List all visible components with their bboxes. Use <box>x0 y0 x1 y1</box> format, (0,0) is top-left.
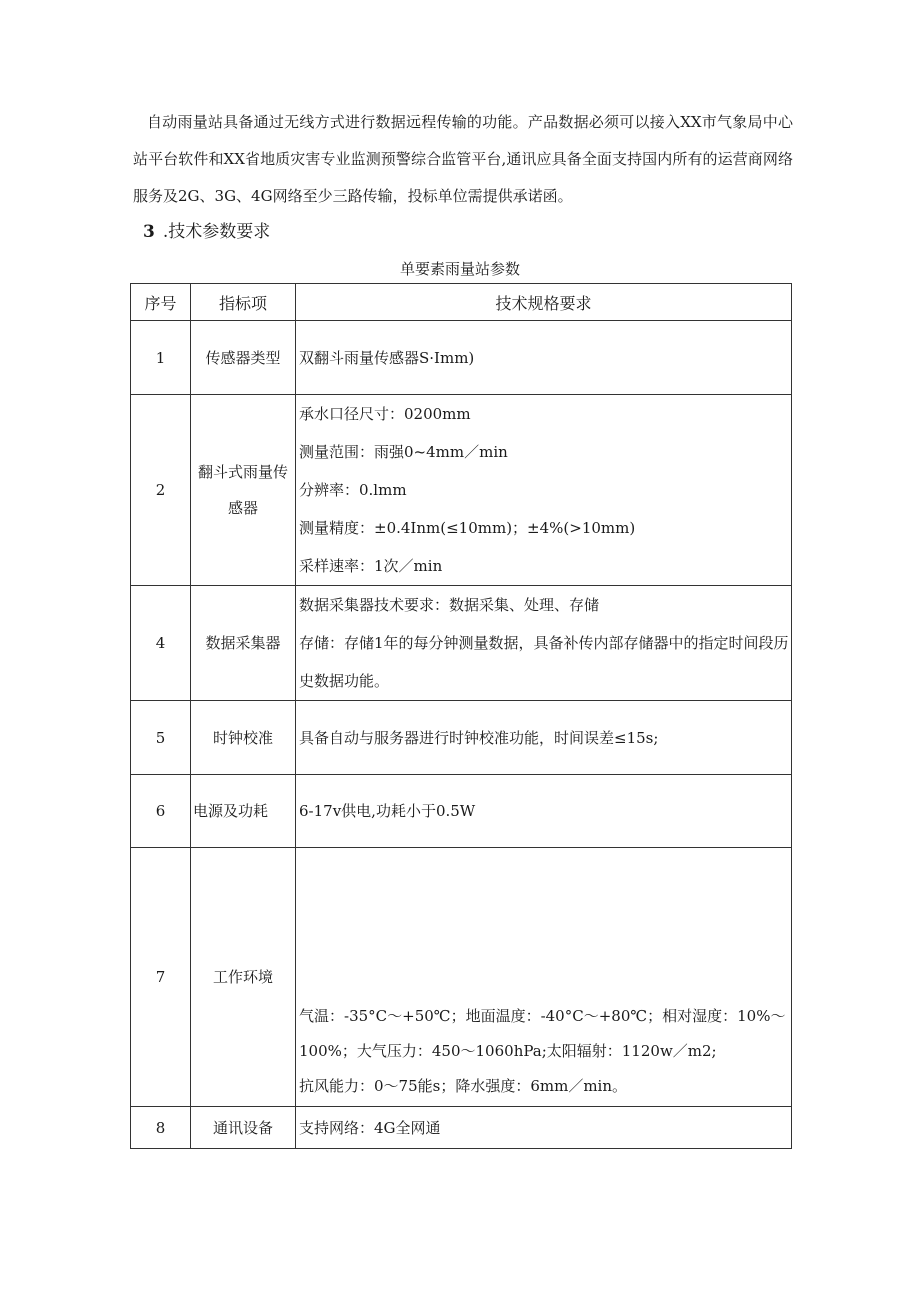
row-item: 数据采集器 <box>191 586 296 701</box>
row-no: 8 <box>131 1107 191 1149</box>
header-no: 序号 <box>131 284 191 321</box>
row-spec <box>296 848 792 1107</box>
spec-line: 采样速率：1次／min <box>299 557 443 575</box>
row-no: 1 <box>131 321 191 395</box>
row-no: 7 <box>131 848 191 1107</box>
table-row <box>131 321 792 395</box>
row-item: 通讯设备 <box>191 1107 296 1149</box>
row-no: 6 <box>131 775 191 848</box>
spec-line: 双翻斗雨量传感器S·Imm) <box>299 348 475 367</box>
row-spec <box>296 701 792 775</box>
header-item: 指标项 <box>191 284 296 321</box>
row-item: 翻斗式雨量传感器 <box>191 395 296 586</box>
table-row <box>131 395 792 586</box>
intro-paragraph <box>133 104 793 215</box>
spec-line: 具备自动与服务器进行时钟校准功能，时间误差≤15s; <box>299 728 659 747</box>
spec-table <box>130 283 792 1149</box>
row-spec <box>296 321 792 395</box>
intro-text: 自动雨量站具备通过无线方式进行数据远程传输的功能。产品数据必须可以接入XX市气象局中心站平台软件和XX省地质灾害专业监测预警综合监管平台,通讯应具备全面支持国内所有的运营商网络服务及2G、3G、4G网络至少三路传输，投标单位需提供承诺函。 <box>133 113 793 205</box>
row-item: 时钟校准 <box>191 701 296 775</box>
section-heading <box>143 217 270 242</box>
spec-line: 测量精度：±0.4Inm(≤10mm)；±4%(>10mm) <box>299 519 636 537</box>
spec-line: 分辨率：0.lmm <box>299 481 407 499</box>
row-no: 5 <box>131 701 191 775</box>
table-caption: 单要素雨量站参数 <box>399 260 520 278</box>
section-number: 3 <box>143 222 155 242</box>
spec-line: 测量范围：雨强0~4mm／min <box>299 443 508 461</box>
section-title: .技术参数要求 <box>162 222 271 242</box>
spec-line: 抗风能力：0～75能s；降水强度：6mm／min。 <box>299 1077 628 1095</box>
table-row <box>131 848 792 1107</box>
spec-line: 承水口径尺寸：0200mm <box>299 405 471 423</box>
spec-line: 气温：-35°C～+50℃；地面温度：-40°C～+80℃；相对湿度：10%～100%；大气压力：450～1060hPa;太阳辐射：1120w／m2; <box>299 1007 786 1060</box>
table-row <box>131 1107 792 1149</box>
table-row <box>131 775 792 848</box>
row-spec <box>296 1107 792 1149</box>
row-spec <box>296 586 792 701</box>
row-item: 电源及功耗 <box>191 775 296 848</box>
table-row <box>131 586 792 701</box>
row-spec <box>296 395 792 586</box>
spec-line: 6-17v供电,功耗小于0.5W <box>299 802 476 820</box>
header-spec: 技术规格要求 <box>296 284 792 321</box>
row-spec <box>296 775 792 848</box>
row-no: 2 <box>131 395 191 586</box>
spec-line: 数据采集器技术要求：数据采集、处理、存储 <box>299 596 600 614</box>
table-row <box>131 701 792 775</box>
row-item: 工作环境 <box>191 848 296 1107</box>
spec-line: 存储：存储1年的每分钟测量数据，具备补传内部存储器中的指定时间段历史数据功能。 <box>299 634 789 690</box>
spec-line: 支持网络：4G全网通 <box>299 1118 441 1137</box>
row-item: 传感器类型 <box>191 321 296 395</box>
table-header-row <box>131 284 792 321</box>
row-no: 4 <box>131 586 191 701</box>
